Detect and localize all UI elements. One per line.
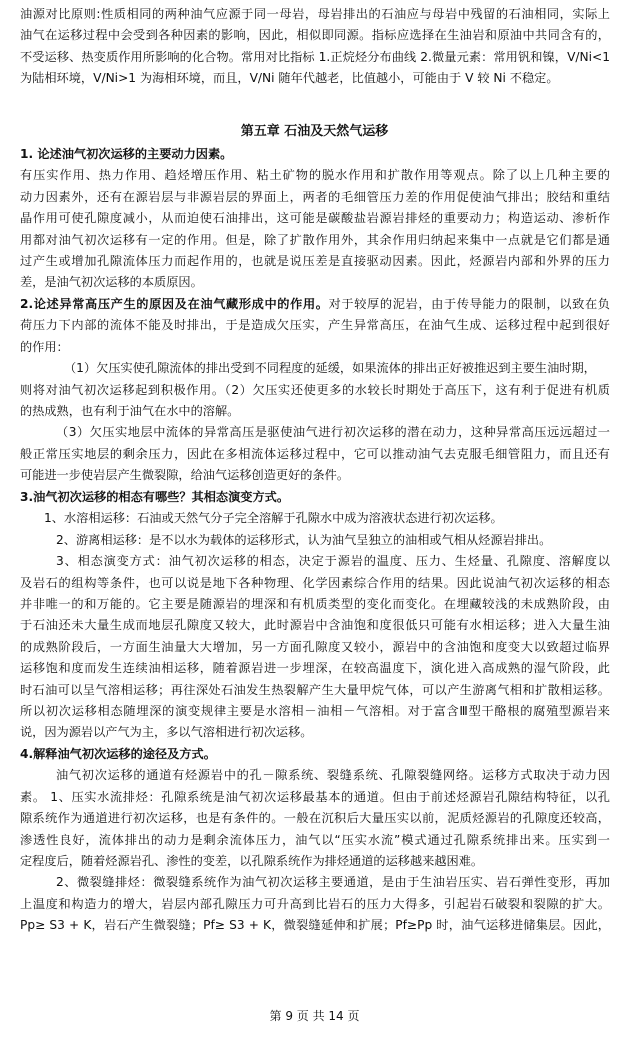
text-line: 渗透性良好，流体排出的动力是剩余流体压力，油气以“压实水流”模式通过孔隙系统排出来。压实到一	[20, 832, 610, 847]
text-line: 荷压力下内部的流体不能及时排出，于是造成欠压实，产生异常高压，在油气生成、运移过程中起到很好	[20, 318, 610, 333]
text-line: 油气在运移过程中会受到各种因素的影响，因此，相似即同源。指标应选择在生油岩和原油中共同含有的，	[20, 28, 610, 43]
question-1	[20, 144, 610, 294]
text-line: 可能进一步使岩层产生微裂隙，给油气运移创造更好的条件。	[20, 468, 350, 483]
question-3	[20, 487, 610, 744]
text-line: 油气初次运移的通道有烃源岩中的孔－隙系统、裂缝系统、孔隙裂缝网络。运移方式取决于动力因	[56, 768, 610, 783]
text-line: 般正常压实地层的剩余压力，因此在多相流体运移过程中，它可以推动油气去克服毛细管阻力，而且还有	[20, 446, 610, 461]
text-line: 的热成熟，也有利于油气在水中的溶解。	[20, 403, 240, 418]
question-heading: 4.解释油气初次运移的途径及方式。	[20, 747, 216, 761]
text-line: 则将对油气初次运移起到积极作用。（2）欠压实还使更多的水较长时期处于高压下，这有利于促进有机质	[20, 382, 610, 397]
text-line: 于石油还未大量生成而地层孔隙度又较大，此时源岩中含油饱和度很低只可能有水相运移；进入大量生油	[20, 618, 610, 633]
text-line: 所以初次运移相态随埋深的演变规律主要是水溶相－油相－气溶相。对于富含Ⅲ型干酪根的腐殖型源岩来	[20, 703, 610, 718]
text-line: 油源对比原则:性质相同的两种油气应源于同一母岩，母岩排出的石油应与母岩中残留的石油相同，实际上	[20, 7, 610, 21]
text-line: 上温度和构造力的增大，岩层内部孔隙压力可升高到比岩石的压力大得多，引起岩石破裂和裂隙的扩大。	[20, 896, 610, 911]
text-line: 定程度后，随着烃源岩孔、渗性的变差，以孔隙系统作为排烃通道的运移越来越困难。	[20, 853, 484, 868]
text-line: 有压实作用、热力作用、趋烃增压作用、粘土矿物的脱水作用和扩散作用等观点。除了以上几种主要的	[20, 168, 610, 183]
text-line: 用都对油气初次运移有一定的作用。但是，除了扩散作用外，其余作用归纳起来集中一点就是它们都是通	[20, 232, 610, 247]
text-line: 的作用：	[20, 339, 69, 354]
text-line: 晶作用可使孔隙度减小，从而迫使石油排出，这可能是碳酸盐岩源岩排烃的重要动力；构造运动、渗析作	[20, 211, 610, 226]
text-line: 过产生或增加孔隙流体压力而起作用的，也就是说压差是直接驱动因素。因此，烃源岩内部和外界的压力	[20, 253, 610, 268]
text-line: 隙系统作为通道进行初次运移，也是有条件的。一般在沉积后大量压实以前，泥质烃源岩的孔隙度还较高，	[20, 811, 610, 826]
text-line: 说，因为源岩以产气为主，多以气溶相进行初次运移。	[20, 725, 313, 740]
question-2	[20, 294, 610, 487]
text-line: （3）欠压实地层中流体的异常高压是驱使油气进行初次运移的潜在动力，这种异常高压远远超过一	[56, 425, 610, 440]
list-item: 2、游离相运移：是不以水为载体的运移形式，认为油气呈独立的油相或气相从烃源岩排出。	[56, 532, 552, 547]
question-heading-rest: 对于较厚的泥岩，由于传导能力的限制，以致在负	[328, 297, 610, 311]
text-line: 动力因素外，还有在源岩层与非源岩层的界面上，两者的毛细管压力差的作用促使油气排出；胶结和重结	[20, 189, 610, 204]
question-heading: 1. 论述油气初次运移的主要动力因素。	[20, 147, 233, 161]
text-line: 并非唯一的和万能的。它主要是随源岩的埋深和有机质类型的变化而变化。在埋藏较浅的未成熟阶段，由	[20, 596, 610, 611]
text-line: 差，是油气初次运移的本质原因。	[20, 275, 203, 290]
page-number-footer: 第 9 页 共 14 页	[269, 1009, 360, 1023]
text-line: 时石油可以呈气溶相运移；再往深处石油发生热裂解产生大量甲烷气体，可以产生游离气相和扩散相运移。	[20, 682, 610, 697]
list-item: 1、水溶相运移：石油或天然气分子完全溶解于孔隙水中成为溶液状态进行初次运移。	[44, 511, 503, 526]
question-4	[20, 744, 610, 937]
question-heading	[20, 294, 610, 315]
question-heading-bold: 2.论述异常高压产生的原因及在油气藏形成中的作用。	[20, 297, 329, 311]
text-line: 3、相态演变方式：油气初次运移的相态，决定于源岩的温度、压力、生烃量、孔隙度、溶解度以	[56, 554, 610, 569]
text-line: 2、微裂缝排烃：微裂缝系统作为油气初次运移主要通道，是由于生油岩压实、岩石弹性变形，再加	[56, 875, 610, 890]
text-line: 不受运移、热变质作用所影响的化合物。常用对比指标 1.正烷烃分布曲线 2.微量元素：常用钒和镍，V/Ni<1	[20, 49, 610, 64]
text-line: 素。 1、压实水流排烃：孔隙系统是油气初次运移最基本的通道。但由于前述烃源岩孔隙结构特征，以孔	[20, 789, 610, 804]
chapter-title: 第五章 石油及天然气运移	[240, 124, 389, 139]
intro-paragraph	[20, 4, 610, 90]
text-line: Pp≥ S3 + K，岩石产生微裂缝；Pf≥ S3 + K，微裂缝延伸和扩展；Pf≥Pp 时，油气运移进储集层。因此，	[20, 918, 610, 933]
text-line: （1）欠压实使孔隙流体的排出受到不同程度的延缓，如果流体的排出正好被推迟到主要生油时期，	[64, 361, 596, 376]
text-line: 为陆相环境，V/Ni>1 为海相环境，而且，V/Ni 随年代越老，比值越小，可能由于 V 较 Ni 不稳定。	[20, 71, 559, 86]
text-line: 及岩石的组构等条件，也可以说是地下各种物理、化学因素综合作用的结果。因此说油气初次运移的相态	[20, 575, 610, 590]
text-line: 的成熟阶段后，一方面生油量大大增加，另一方面孔隙度又较小，源岩中的含油饱和度变大以致超过临界	[20, 639, 610, 654]
question-heading: 3.油气初次运移的相态有哪些？其相态演变方式。	[20, 490, 290, 504]
text-line: 运移饱和度而发生连续油相运移，随着源岩进一步埋深，在较高温度下，演化进入高成熟的湿气阶段，此	[20, 661, 610, 676]
